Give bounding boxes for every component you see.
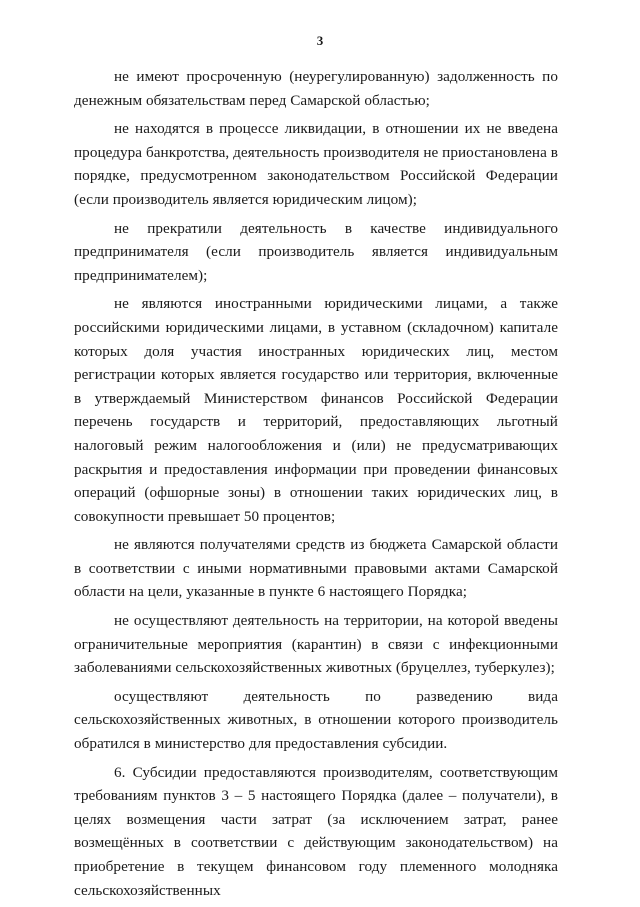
paragraph-item-6-subsidies: 6. Субсидии предоставляются производителям, соответствующим требованиям пунктов 3 – 5 настоящего Порядка (далее – получатели), в целях возмещения части затрат (за исключением затрат, ранее возмещённых в соответствии с действующим законодательством) на приобретение в текущем финансовом году племенного молодняка сельскохозяйственных [74,763,558,899]
paragraph-budget-recipients: не являются получателями средств из бюджета Самарской области в соответствии с иными нормативными правовыми актами Самарской области на цели, указанные в пункте 6 настоящего Порядка; [74,536,558,601]
paragraph-entrepreneur: не прекратили деятельность в качестве индивидуального предпринимателя (если производитель является индивидуальным предпринимателем); [74,219,558,284]
paragraph-foreign-entities: не являются иностранными юридическими лицами, а также российскими юридическими лицами, в уставном (складочном) капитале которых доля участия иностранных юридических лиц, местом регистрации которых является государство или территория, включенные в утверждаемый Министерством финансов Российской Федерации перечень государств и территорий, предоставляющих льготный налоговый режим налогообложения и (или) не предусматривающих раскрытия и предоставления информации при проведении финансовых операций (офшорные зоны) в отношении таких юридических лиц, в совокупности превышает 50 процентов; [74,295,558,525]
paragraph-debt-obligations: не имеют просроченную (неурегулированную) задолженность по денежным обязательствам перед Самарской областью; [74,68,558,109]
page-number: 3 [316,33,324,48]
paragraph-quarantine: не осуществляют деятельность на территории, на которой введены ограничительные мероприятия (карантин) в связи с инфекционными заболеваниями сельскохозяйственных животных (бруцеллез, туберкулез); [74,612,558,677]
document-body [74,65,558,907]
paragraph-breeding: осуществляют деятельность по разведению вида сельскохозяйственных животных, в отношении которого производитель обратился в министерство для предоставления субсидии. [74,687,558,753]
paragraph-liquidation: не находятся в процессе ликвидации, в отношении их не введена процедура банкротства, деятельность производителя не приостановлена в порядке, предусмотренном законодательством Российской Федерации (если производитель является юридическим лицом); [74,120,558,208]
